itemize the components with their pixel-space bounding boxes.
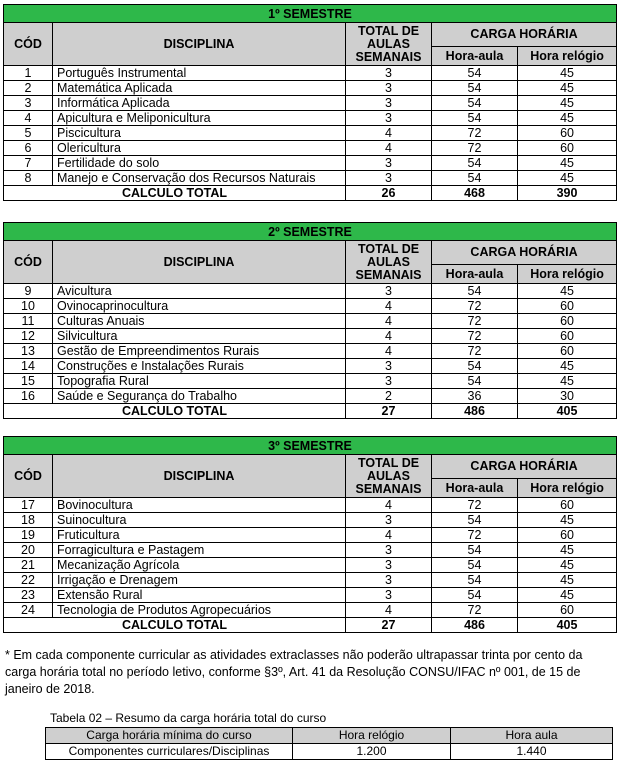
hora-aula-cell: 72 <box>432 314 518 329</box>
hora-aula-cell: 72 <box>432 141 518 156</box>
hora-aula-cell: 54 <box>432 156 518 171</box>
cod-cell: 14 <box>4 359 53 374</box>
summary-row <box>46 744 613 760</box>
hora-relogio-cell: 60 <box>518 126 617 141</box>
cod-cell: 11 <box>4 314 53 329</box>
aulas-cell: 3 <box>346 111 432 126</box>
aulas-cell: 3 <box>346 359 432 374</box>
header-carga-horaria: CARGA HORÁRIA <box>432 241 617 265</box>
header-carga-horaria: CARGA HORÁRIA <box>432 23 617 47</box>
header-carga-horaria: CARGA HORÁRIA <box>432 455 617 479</box>
header-total-aulas: TOTAL DE AULAS SEMANAIS <box>346 23 432 66</box>
hora-relogio-cell: 60 <box>518 141 617 156</box>
table-row <box>4 603 617 618</box>
cod-cell: 15 <box>4 374 53 389</box>
cod-cell: 10 <box>4 299 53 314</box>
header-disciplina: DISCIPLINA <box>53 455 346 498</box>
header-hora-relogio: Hora relógio <box>518 46 617 65</box>
hora-relogio-cell: 45 <box>518 513 617 528</box>
disciplina-cell: Avicultura <box>53 284 346 299</box>
cod-cell: 5 <box>4 126 53 141</box>
aulas-cell: 3 <box>346 513 432 528</box>
table-row <box>4 314 617 329</box>
cod-cell: 17 <box>4 498 53 513</box>
disciplina-cell: Ovinocaprinocultura <box>53 299 346 314</box>
aulas-cell: 3 <box>346 81 432 96</box>
table-row <box>4 543 617 558</box>
total-label: CALCULO TOTAL <box>4 618 346 633</box>
aulas-cell: 3 <box>346 66 432 81</box>
disciplina-cell: Informática Aplicada <box>53 96 346 111</box>
cod-cell: 21 <box>4 558 53 573</box>
semester-table-2 <box>3 222 617 419</box>
hora-aula-cell: 54 <box>432 543 518 558</box>
table-row <box>4 344 617 359</box>
disciplina-cell: Piscicultura <box>53 126 346 141</box>
aulas-cell: 3 <box>346 573 432 588</box>
hora-aula-cell: 72 <box>432 299 518 314</box>
disciplina-cell: Gestão de Empreendimentos Rurais <box>53 344 346 359</box>
hora-aula-cell: 54 <box>432 81 518 96</box>
table-row <box>4 329 617 344</box>
disciplina-cell: Construções e Instalações Rurais <box>53 359 346 374</box>
summary-cell: 1.440 <box>451 744 613 760</box>
hora-relogio-cell: 45 <box>518 558 617 573</box>
semester-title: 1º SEMESTRE <box>4 5 617 23</box>
total-hora-relogio: 405 <box>518 618 617 633</box>
disciplina-cell: Culturas Anuais <box>53 314 346 329</box>
hora-relogio-cell: 45 <box>518 66 617 81</box>
table-row <box>4 513 617 528</box>
header-hora-aula: Hora-aula <box>432 46 518 65</box>
total-aulas: 27 <box>346 404 432 419</box>
hora-aula-cell: 72 <box>432 528 518 543</box>
cod-cell: 12 <box>4 329 53 344</box>
header-disciplina: DISCIPLINA <box>53 241 346 284</box>
aulas-cell: 4 <box>346 329 432 344</box>
hora-relogio-cell: 45 <box>518 359 617 374</box>
hora-relogio-cell: 45 <box>518 543 617 558</box>
hora-relogio-cell: 45 <box>518 171 617 186</box>
cod-cell: 9 <box>4 284 53 299</box>
hora-relogio-cell: 45 <box>518 156 617 171</box>
disciplina-cell: Bovinocultura <box>53 498 346 513</box>
header-hora-relogio: Hora relógio <box>518 478 617 497</box>
cod-cell: 1 <box>4 66 53 81</box>
header-total-aulas: TOTAL DE AULAS SEMANAIS <box>346 455 432 498</box>
hora-aula-cell: 72 <box>432 498 518 513</box>
aulas-cell: 3 <box>346 374 432 389</box>
hora-relogio-cell: 60 <box>518 314 617 329</box>
aulas-cell: 4 <box>346 528 432 543</box>
total-aulas: 27 <box>346 618 432 633</box>
table-row <box>4 573 617 588</box>
aulas-cell: 2 <box>346 389 432 404</box>
hora-aula-cell: 54 <box>432 66 518 81</box>
table-row <box>4 156 617 171</box>
table-row <box>4 299 617 314</box>
semester-title: 2º SEMESTRE <box>4 223 617 241</box>
disciplina-cell: Tecnologia de Produtos Agropecuários <box>53 603 346 618</box>
total-row <box>4 186 617 201</box>
total-hora-aula: 468 <box>432 186 518 201</box>
table-row <box>4 141 617 156</box>
summary-header-cell: Hora aula <box>451 728 613 744</box>
header-cod: CÓD <box>4 23 53 66</box>
hora-aula-cell: 54 <box>432 558 518 573</box>
summary-caption: Tabela 02 – Resumo da carga horária total do curso <box>50 711 327 725</box>
total-hora-aula: 486 <box>432 618 518 633</box>
header-cod: CÓD <box>4 455 53 498</box>
cod-cell: 4 <box>4 111 53 126</box>
hora-relogio-cell: 60 <box>518 344 617 359</box>
cod-cell: 2 <box>4 81 53 96</box>
aulas-cell: 3 <box>346 156 432 171</box>
header-disciplina: DISCIPLINA <box>53 23 346 66</box>
semester-title: 3º SEMESTRE <box>4 437 617 455</box>
disciplina-cell: Matemática Aplicada <box>53 81 346 96</box>
total-hora-relogio: 390 <box>518 186 617 201</box>
aulas-cell: 4 <box>346 498 432 513</box>
header-hora-aula: Hora-aula <box>432 264 518 283</box>
hora-relogio-cell: 60 <box>518 498 617 513</box>
table-row <box>4 284 617 299</box>
table-row <box>4 81 617 96</box>
aulas-cell: 3 <box>346 171 432 186</box>
cod-cell: 16 <box>4 389 53 404</box>
hora-aula-cell: 72 <box>432 126 518 141</box>
footnote: * Em cada componente curricular as atividades extraclasses não poderão ultrapassar trinta por cento da carga horária total no período letivo, conforme §3º, Art. 41 da Resolução CONSU/IFAC nº 001, de 15 de janeiro de 2018. <box>5 648 583 696</box>
hora-relogio-cell: 60 <box>518 528 617 543</box>
disciplina-cell: Extensão Rural <box>53 588 346 603</box>
hora-aula-cell: 54 <box>432 573 518 588</box>
summary-header-cell: Carga horária mínima do curso <box>46 728 293 744</box>
header-hora-aula: Hora-aula <box>432 478 518 497</box>
hora-aula-cell: 54 <box>432 111 518 126</box>
aulas-cell: 4 <box>346 314 432 329</box>
hora-relogio-cell: 45 <box>518 573 617 588</box>
hora-aula-cell: 54 <box>432 374 518 389</box>
disciplina-cell: Saúde e Segurança do Trabalho <box>53 389 346 404</box>
hora-aula-cell: 54 <box>432 96 518 111</box>
table-row <box>4 126 617 141</box>
hora-relogio-cell: 45 <box>518 588 617 603</box>
total-aulas: 26 <box>346 186 432 201</box>
table-row <box>4 498 617 513</box>
table-row <box>4 389 617 404</box>
disciplina-cell: Suinocultura <box>53 513 346 528</box>
header-cod: CÓD <box>4 241 53 284</box>
cod-cell: 20 <box>4 543 53 558</box>
aulas-cell: 3 <box>346 543 432 558</box>
header-total-aulas: TOTAL DE AULAS SEMANAIS <box>346 241 432 284</box>
disciplina-cell: Fertilidade do solo <box>53 156 346 171</box>
total-row <box>4 618 617 633</box>
table-row <box>4 111 617 126</box>
cod-cell: 24 <box>4 603 53 618</box>
hora-relogio-cell: 45 <box>518 96 617 111</box>
aulas-cell: 3 <box>346 96 432 111</box>
hora-relogio-cell: 45 <box>518 81 617 96</box>
disciplina-cell: Manejo e Conservação dos Recursos Naturais <box>53 171 346 186</box>
cod-cell: 23 <box>4 588 53 603</box>
total-hora-relogio: 405 <box>518 404 617 419</box>
disciplina-cell: Topografia Rural <box>53 374 346 389</box>
table-row <box>4 171 617 186</box>
hora-aula-cell: 54 <box>432 359 518 374</box>
cod-cell: 7 <box>4 156 53 171</box>
table-row <box>4 66 617 81</box>
total-label: CALCULO TOTAL <box>4 404 346 419</box>
hora-relogio-cell: 60 <box>518 299 617 314</box>
total-label: CALCULO TOTAL <box>4 186 346 201</box>
aulas-cell: 3 <box>346 588 432 603</box>
hora-relogio-cell: 30 <box>518 389 617 404</box>
summary-table <box>45 727 613 760</box>
hora-relogio-cell: 45 <box>518 111 617 126</box>
aulas-cell: 4 <box>346 126 432 141</box>
summary-header-cell: Hora relógio <box>293 728 451 744</box>
cod-cell: 22 <box>4 573 53 588</box>
summary-cell: 1.200 <box>293 744 451 760</box>
hora-aula-cell: 54 <box>432 513 518 528</box>
hora-aula-cell: 54 <box>432 588 518 603</box>
hora-aula-cell: 72 <box>432 329 518 344</box>
aulas-cell: 3 <box>346 284 432 299</box>
aulas-cell: 3 <box>346 558 432 573</box>
total-row <box>4 404 617 419</box>
hora-relogio-cell: 45 <box>518 374 617 389</box>
table-row <box>4 588 617 603</box>
disciplina-cell: Olericultura <box>53 141 346 156</box>
hora-relogio-cell: 45 <box>518 284 617 299</box>
hora-aula-cell: 54 <box>432 284 518 299</box>
disciplina-cell: Português Instrumental <box>53 66 346 81</box>
summary-cell: Componentes curriculares/Disciplinas <box>46 744 293 760</box>
cod-cell: 13 <box>4 344 53 359</box>
summary-header-row <box>46 728 613 744</box>
disciplina-cell: Mecanização Agrícola <box>53 558 346 573</box>
cod-cell: 6 <box>4 141 53 156</box>
table-row <box>4 359 617 374</box>
table-row <box>4 374 617 389</box>
cod-cell: 8 <box>4 171 53 186</box>
disciplina-cell: Forragicultura e Pastagem <box>53 543 346 558</box>
disciplina-cell: Apicultura e Meliponicultura <box>53 111 346 126</box>
table-row <box>4 96 617 111</box>
disciplina-cell: Silvicultura <box>53 329 346 344</box>
semester-table-3 <box>3 436 617 633</box>
table-row <box>4 558 617 573</box>
cod-cell: 3 <box>4 96 53 111</box>
disciplina-cell: Irrigação e Drenagem <box>53 573 346 588</box>
aulas-cell: 4 <box>346 141 432 156</box>
hora-aula-cell: 54 <box>432 171 518 186</box>
aulas-cell: 4 <box>346 344 432 359</box>
table-row <box>4 528 617 543</box>
hora-relogio-cell: 60 <box>518 603 617 618</box>
semester-table-1 <box>3 4 617 201</box>
aulas-cell: 4 <box>346 299 432 314</box>
hora-relogio-cell: 60 <box>518 329 617 344</box>
cod-cell: 19 <box>4 528 53 543</box>
disciplina-cell: Fruticultura <box>53 528 346 543</box>
total-hora-aula: 486 <box>432 404 518 419</box>
cod-cell: 18 <box>4 513 53 528</box>
hora-aula-cell: 72 <box>432 603 518 618</box>
header-hora-relogio: Hora relógio <box>518 264 617 283</box>
hora-aula-cell: 72 <box>432 344 518 359</box>
hora-aula-cell: 36 <box>432 389 518 404</box>
aulas-cell: 4 <box>346 603 432 618</box>
